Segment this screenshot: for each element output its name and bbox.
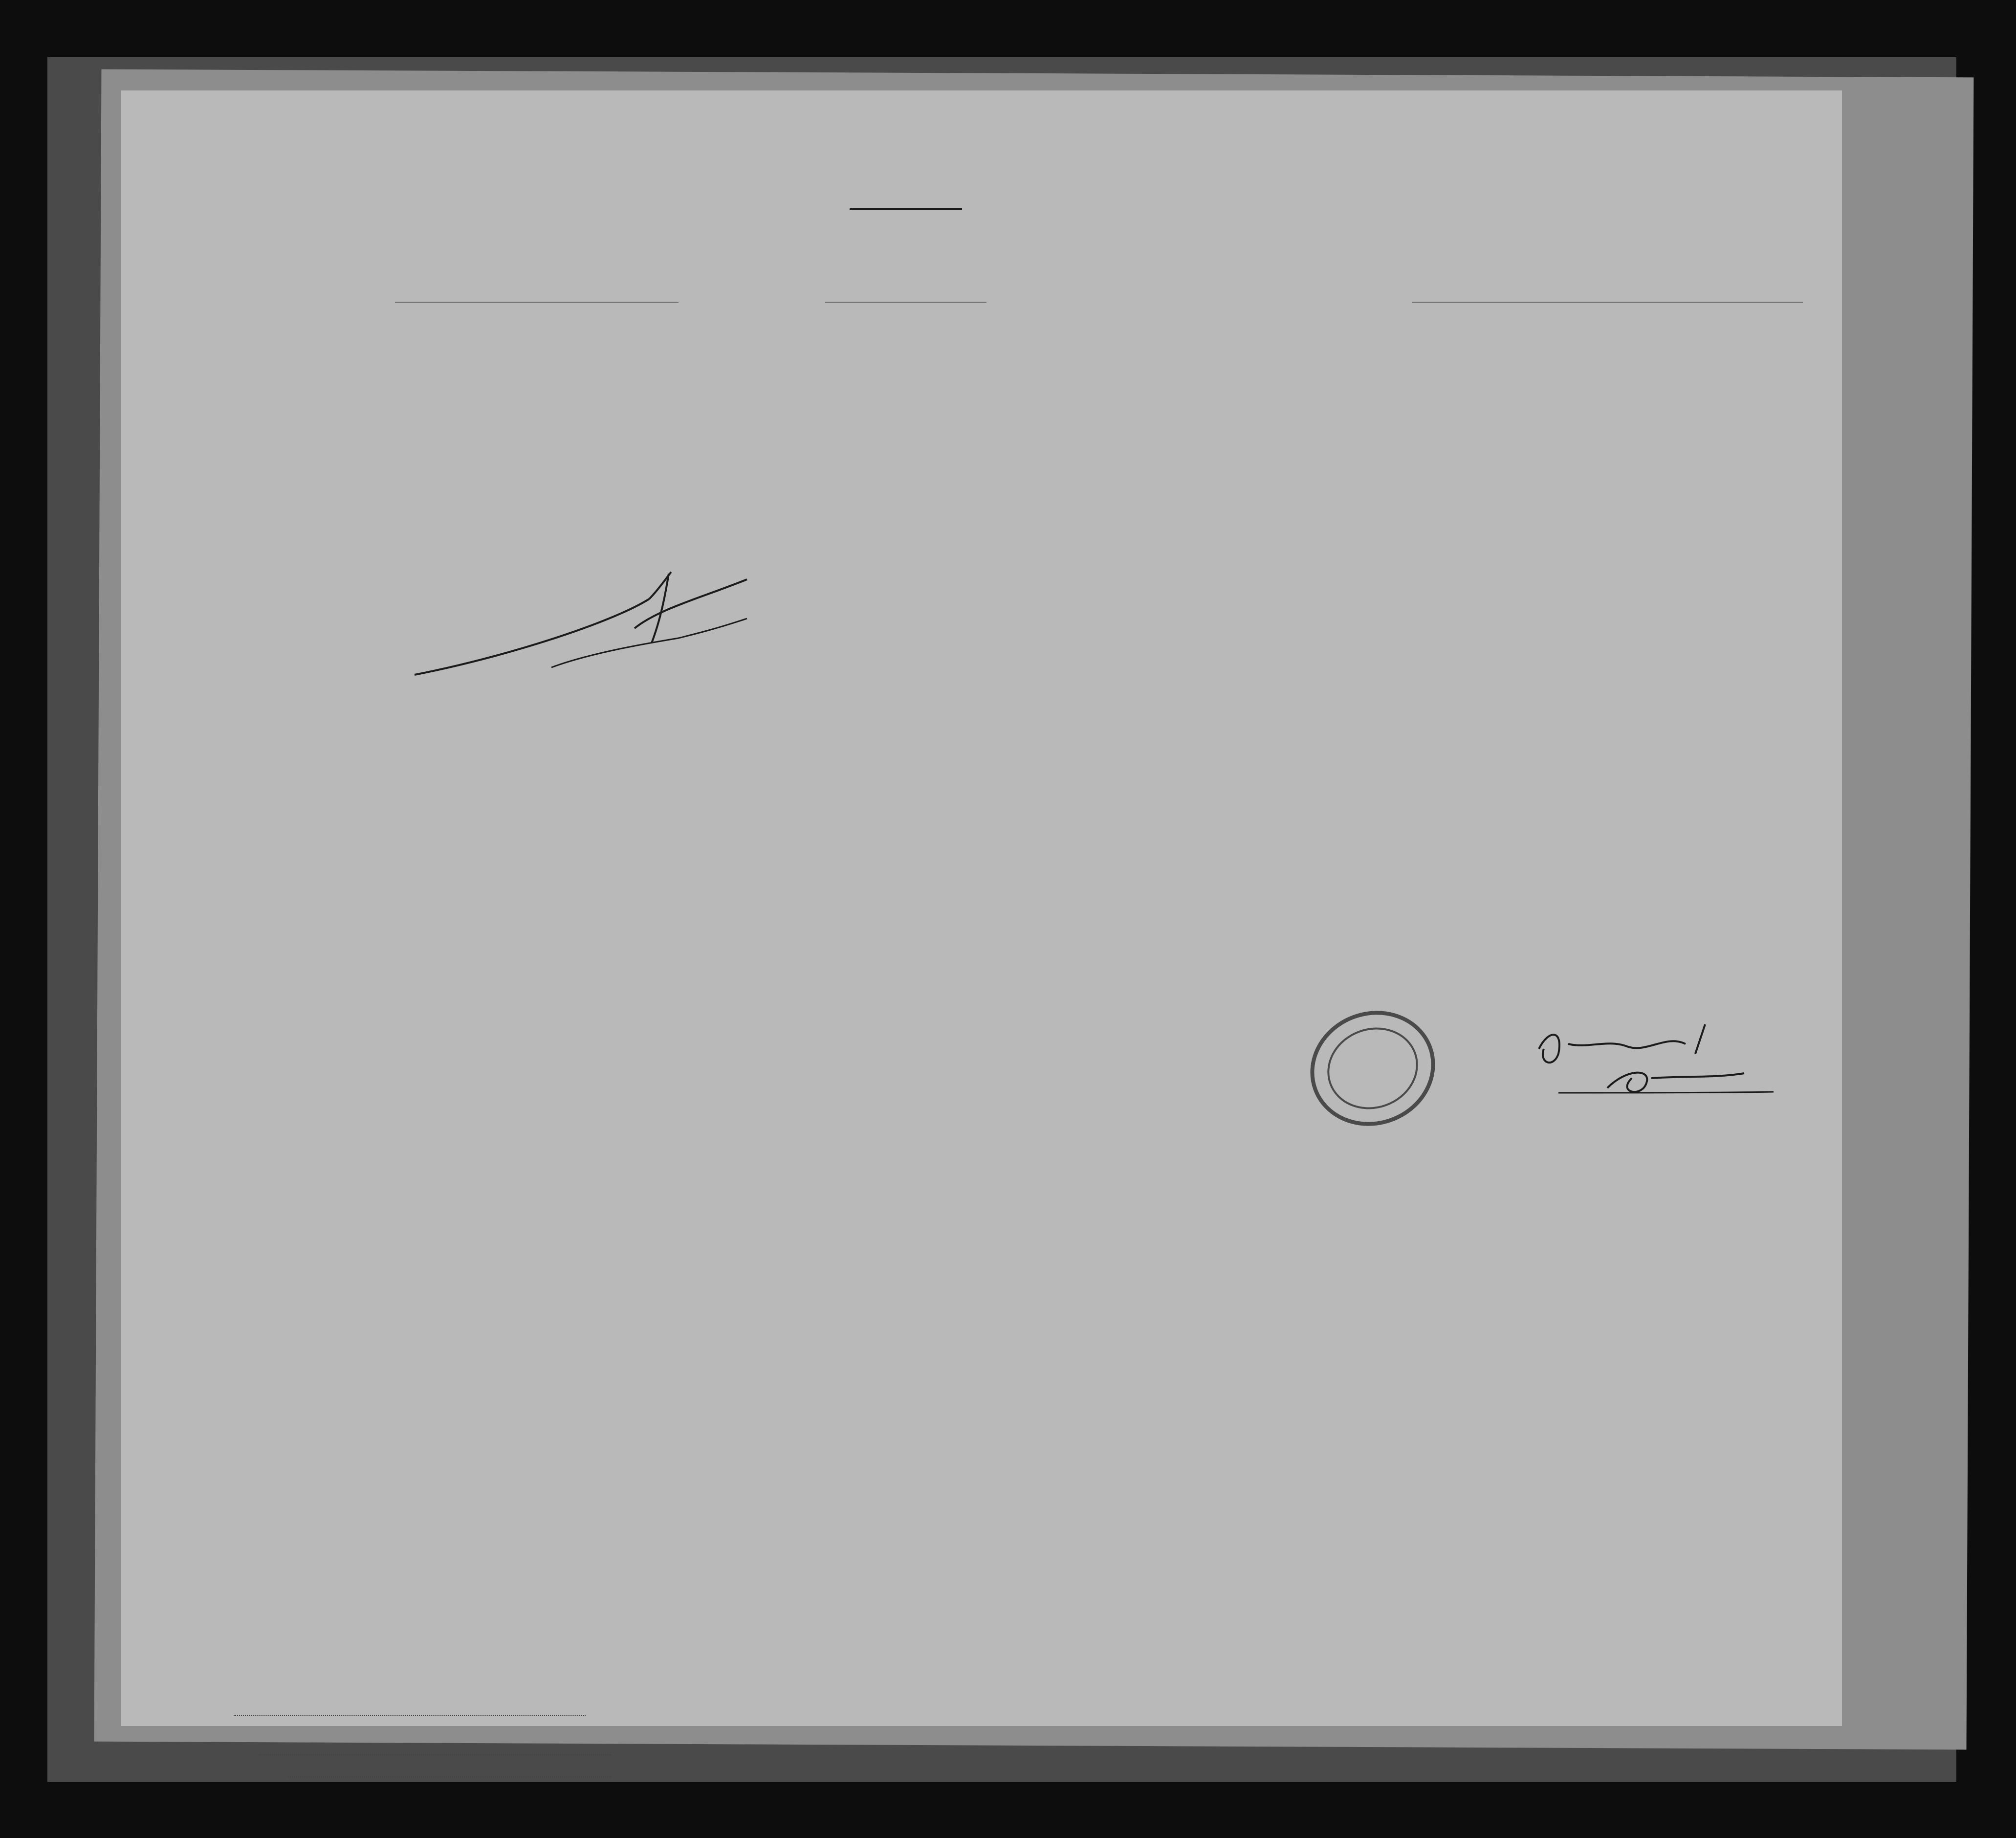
owners-field (259, 1754, 611, 1755)
line-field (234, 1715, 586, 1716)
agents-field (288, 1776, 611, 1777)
inspector-signature (405, 570, 776, 687)
office-stamp (1304, 1005, 1441, 1132)
manifest-grid (121, 90, 1842, 1726)
master-signature (1529, 1019, 1783, 1103)
manifest-sheet (121, 90, 1842, 1726)
